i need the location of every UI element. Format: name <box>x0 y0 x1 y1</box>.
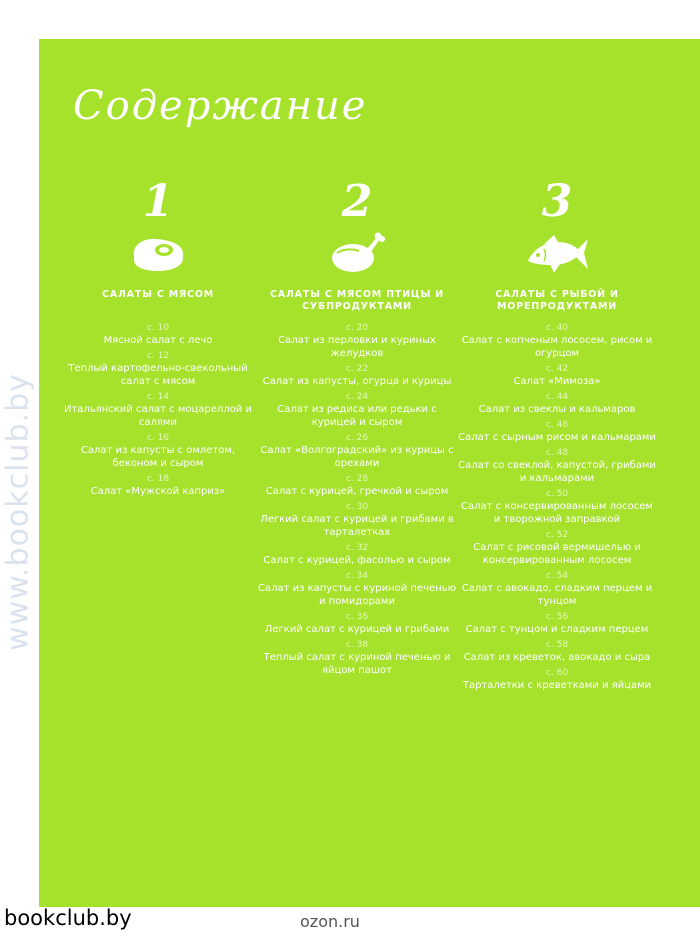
toc-entry[interactable] <box>257 433 457 470</box>
page-number: с. 38 <box>345 640 369 650</box>
roast-chicken-icon <box>257 227 457 279</box>
page-number: с. 16 <box>146 433 170 443</box>
page-number: с. 28 <box>345 474 369 484</box>
page-number: с. 58 <box>545 640 569 650</box>
recipe-title: Легкий салат с курицей и грибами <box>264 624 450 635</box>
recipe-title: Теплый картофельно-свекольный салат с мясом <box>68 363 248 387</box>
page-number: с. 34 <box>345 571 369 581</box>
toc-entry[interactable] <box>58 351 258 388</box>
steak-icon <box>58 227 258 279</box>
page-number: с. 44 <box>545 392 569 402</box>
recipe-title: Салат с консервированным лососем и творожной заправкой <box>461 501 653 525</box>
toc-entry[interactable] <box>457 612 657 636</box>
page-number: с. 46 <box>545 420 569 430</box>
toc-entry[interactable] <box>457 420 657 444</box>
toc-entry[interactable] <box>58 392 258 429</box>
toc-entry[interactable] <box>457 392 657 416</box>
page-number: с. 10 <box>146 323 170 333</box>
page-number: с. 42 <box>545 364 569 374</box>
page-title: Содержание <box>73 83 368 129</box>
page-number: с. 30 <box>345 502 369 512</box>
side-watermark: www.bookclub.by <box>0 373 36 651</box>
recipe-title: Салат «Мужской каприз» <box>90 486 226 497</box>
recipe-title: Салат из перловки и куриных желудков <box>278 335 436 359</box>
section-number: 2 <box>341 176 373 227</box>
recipe-title: Салат с сырным рисом и кальмарами <box>458 432 656 443</box>
page-number: с. 20 <box>345 323 369 333</box>
page-number: с. 40 <box>545 323 569 333</box>
section-column-meat <box>58 176 258 502</box>
toc-entry[interactable] <box>257 323 457 360</box>
recipe-title: Легкий салат с курицей и грибами в тарталетках <box>260 514 454 538</box>
toc-entry[interactable] <box>457 364 657 388</box>
toc-entry[interactable] <box>58 433 258 470</box>
toc-entry[interactable] <box>457 571 657 608</box>
recipe-title: Мясной салат с лечо <box>103 335 213 346</box>
page-number: с. 22 <box>345 364 369 374</box>
page-number: с. 54 <box>545 571 569 581</box>
page-number: с. 48 <box>545 448 569 458</box>
recipe-title: Салат с курицей, гречкой и сыром <box>265 486 449 497</box>
toc-entry[interactable] <box>257 640 457 677</box>
page-number: с. 12 <box>146 351 170 361</box>
page-number: с. 56 <box>545 612 569 622</box>
recipe-title: Салат из капусты, огурца и курицы <box>262 376 452 387</box>
recipe-title: Салат с рисовой вермишелью и консервированным лососем <box>473 542 641 566</box>
toc-entry[interactable] <box>257 392 457 429</box>
section-column-poultry <box>257 176 457 681</box>
page-number: с. 26 <box>345 433 369 443</box>
page-number: с. 24 <box>345 392 369 402</box>
recipe-title: Теплый салат с куриной печенью и яйцом пашот <box>263 652 451 676</box>
recipe-title: Салат из капусты с куриной печенью и помидорами <box>257 583 457 607</box>
section-heading: САЛАТЫ С МЯСОМ <box>102 289 214 300</box>
recipe-title: Салат «Волгоградский» из курицы с орехами <box>260 445 454 469</box>
page-number: с. 32 <box>345 543 369 553</box>
toc-entry[interactable] <box>58 323 258 347</box>
recipe-title: Салат с копченым лососем, рисом и огурцом <box>461 335 653 359</box>
recipe-title: Салат из креветок, авокадо и сыра <box>463 652 651 663</box>
page-number: с. 14 <box>146 392 170 402</box>
recipe-title: Салат из свеклы и кальмаров <box>478 404 636 415</box>
recipe-title: Итальянский салат с моцареллой и салями <box>64 404 252 428</box>
toc-entry[interactable] <box>257 502 457 539</box>
section-number: 1 <box>142 176 174 227</box>
page-number: с. 60 <box>545 668 569 678</box>
bookclub-link[interactable]: bookclub.by <box>4 906 132 930</box>
toc-entry[interactable] <box>58 474 258 498</box>
toc-entry[interactable] <box>457 668 657 692</box>
recipe-title: Салат «Мимоза» <box>513 376 601 387</box>
recipe-title: Салат с курицей, фасолью и сыром <box>263 555 451 566</box>
toc-entry[interactable] <box>257 364 457 388</box>
toc-entry[interactable] <box>457 489 657 526</box>
ozon-watermark: ozon.ru <box>300 912 360 931</box>
contents-page <box>39 39 700 907</box>
toc-entry[interactable] <box>457 640 657 664</box>
toc-entry[interactable] <box>257 612 457 636</box>
section-number: 3 <box>541 176 573 227</box>
toc-entry[interactable] <box>457 448 657 485</box>
page-number: с. 52 <box>545 530 569 540</box>
recipe-title: Салат со свеклой, капустой, грибами и кальмарами <box>458 460 656 484</box>
page-number: с. 18 <box>146 474 170 484</box>
recipe-title: Салат с авокадо, сладким перцем и тунцом <box>461 583 653 607</box>
fish-icon <box>457 227 657 279</box>
toc-entry[interactable] <box>457 530 657 567</box>
recipe-title: Салат с тунцом и сладким перцем <box>465 624 649 635</box>
toc-entry[interactable] <box>257 571 457 608</box>
section-heading: САЛАТЫ С МЯСОМ ПТИЦЫ И СУБПРОДУКТАМИ <box>270 289 444 312</box>
recipe-title: Тарталетки с креветками и яйцами <box>462 680 652 691</box>
section-column-seafood <box>457 176 657 696</box>
section-heading: САЛАТЫ С РЫБОЙ И МОРЕПРОДУКТАМИ <box>495 289 619 312</box>
toc-entry[interactable] <box>257 474 457 498</box>
page-number: с. 36 <box>345 612 369 622</box>
recipe-title: Салат из редиса или редьки с курицей и сыром <box>277 404 437 428</box>
toc-entry[interactable] <box>457 323 657 360</box>
page-number: с. 50 <box>545 489 569 499</box>
toc-entry[interactable] <box>257 543 457 567</box>
recipe-title: Салат из капусты с омлетом, беконом и сыром <box>80 445 236 469</box>
